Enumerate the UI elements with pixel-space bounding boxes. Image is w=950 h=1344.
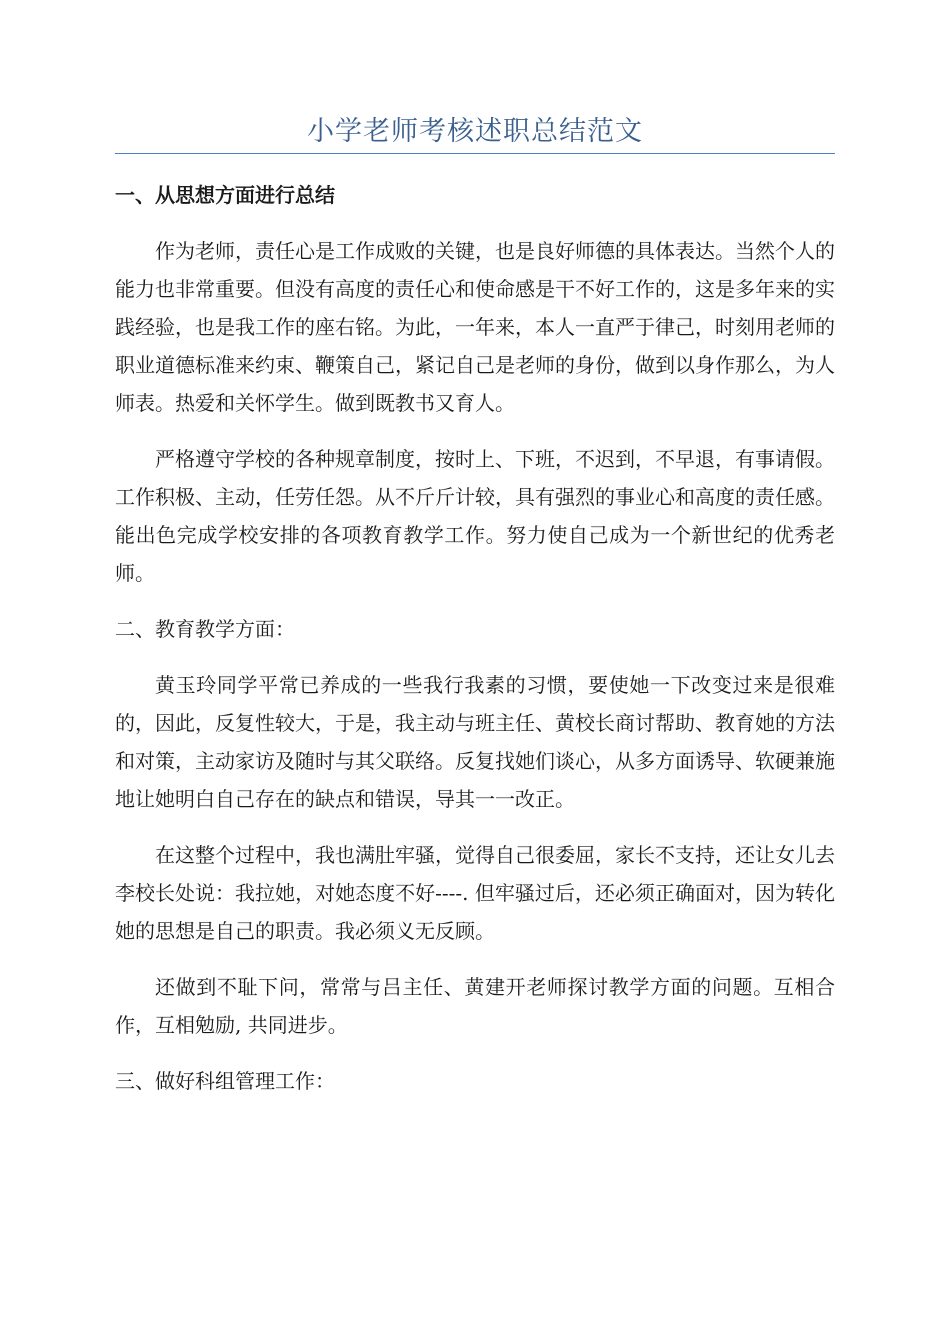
title-underline <box>115 153 835 154</box>
paragraph: 黄玉玲同学平常已养成的一些我行我素的习惯，要使她一下改变过来是很难的，因此，反复性较大，于是，我主动与班主任、黄校长商讨帮助、教育她的方法和对策，主动家访及随时与其父联络。反复找她们谈心，从多方面诱导、软硬兼施地让她明白自己存在的缺点和错误，导其一一改正。 <box>115 673 835 811</box>
section-heading: 二、教育教学方面： <box>115 617 295 641</box>
section-heading: 三、做好科组管理工作： <box>115 1069 335 1093</box>
section-3 <box>115 1062 835 1100</box>
section-2 <box>115 610 835 1044</box>
paragraph: 还做到不耻下问，常常与吕主任、黄建开老师探讨教学方面的问题。互相合作，互相勉励, 共同进步。 <box>115 975 835 1037</box>
section-heading: 一、从思想方面进行总结 <box>115 183 335 207</box>
document-body <box>115 176 835 1118</box>
paragraph: 在这整个过程中，我也满肚牢骚，觉得自己很委屈，家长不支持，还让女儿去李校长处说：我拉她，对她态度不好----. 但牢骚过后，还必须正确面对，因为转化她的思想是自己的职责。我必须义无反顾。 <box>115 843 835 943</box>
document-title: 小学老师考核述职总结范文 <box>307 116 643 147</box>
section-1 <box>115 176 835 592</box>
paragraph: 作为老师，责任心是工作成败的关键，也是良好师德的具体表达。当然个人的能力也非常重要。但没有高度的责任心和使命感是干不好工作的，这是多年来的实践经验，也是我工作的座右铭。为此，一年来，本人一直严于律己，时刻用老师的职业道德标准来约束、鞭策自己，紧记自己是老师的身份，做到以身作那么，为人师表。热爱和关怀学生。做到既教书又育人。 <box>115 239 835 415</box>
paragraph: 严格遵守学校的各种规章制度，按时上、下班，不迟到，不早退，有事请假。工作积极、主动，任劳任怨。从不斤斤计较，具有强烈的事业心和高度的责任感。能出色完成学校安排的各项教育教学工作。努力使自己成为一个新世纪的优秀老师。 <box>115 447 835 585</box>
